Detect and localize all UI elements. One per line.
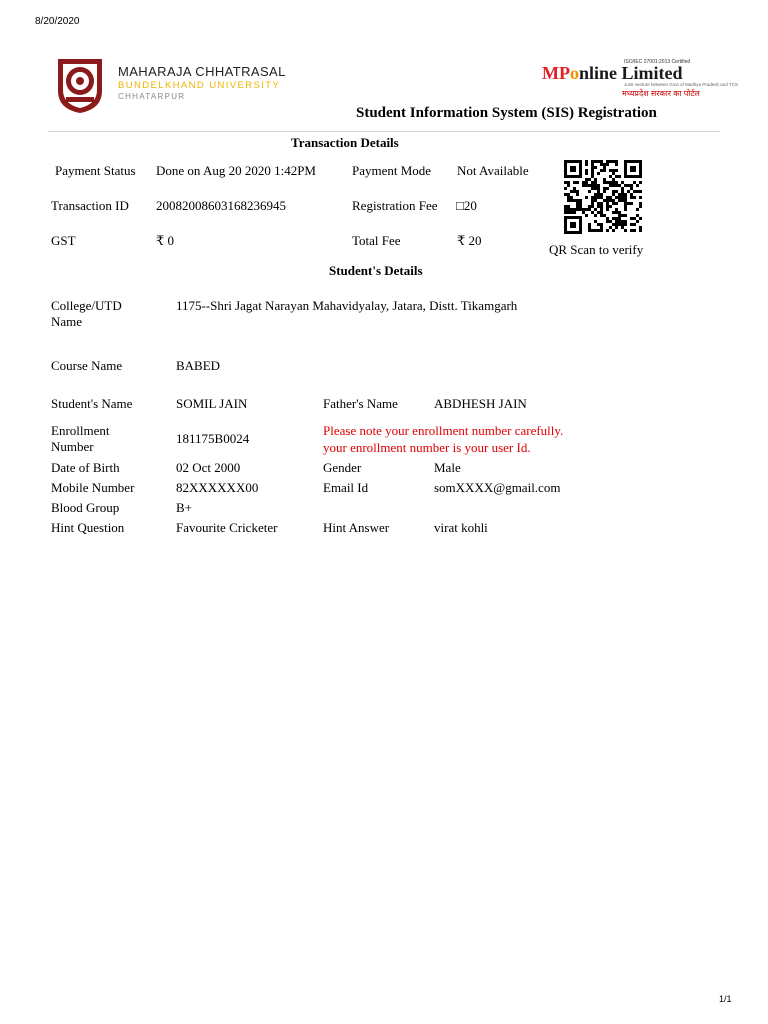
enrollment-value: 181175B0024 bbox=[176, 431, 250, 446]
college-value: 1175--Shri Jagat Narayan Mahavidyalay, Jatara, Distt. Tikamgarh bbox=[176, 298, 518, 313]
total-fee-label: Total Fee bbox=[352, 233, 401, 248]
course-value: BABED bbox=[176, 358, 221, 373]
university-name: MAHARAJA CHHATRASAL bbox=[118, 64, 286, 79]
gender-label: Gender bbox=[323, 460, 362, 475]
registration-fee-value: □20 bbox=[456, 198, 477, 213]
mobile-value: 82XXXXXX00 bbox=[176, 480, 259, 495]
course-label: Course Name bbox=[51, 358, 123, 373]
father-name-value: ABDHESH JAIN bbox=[434, 396, 527, 411]
header-divider bbox=[48, 131, 720, 132]
gst-label: GST bbox=[51, 233, 76, 248]
student-name-label: Student's Name bbox=[51, 396, 133, 411]
mponline-logo: MPonline Limited bbox=[542, 63, 683, 83]
payment-mode-label: Payment Mode bbox=[352, 163, 432, 178]
transaction-id-label: Transaction ID bbox=[51, 198, 129, 213]
gender-value: Male bbox=[434, 460, 461, 475]
college-label: College/UTD Name bbox=[51, 298, 122, 329]
page-number: 1/1 bbox=[719, 994, 732, 1004]
page-title: Student Information System (SIS) Registration bbox=[356, 105, 657, 121]
gst-value: ₹ 0 bbox=[156, 233, 175, 248]
student-name-value: SOMIL JAIN bbox=[176, 396, 248, 411]
mp-tagline: Joint venture between Govt of Madhya Pradesh and TCS bbox=[624, 82, 738, 87]
student-section-title: Student's Details bbox=[329, 263, 423, 278]
mp-hindi-tagline: मध्यप्रदेश सरकार का पोर्टल bbox=[622, 89, 700, 98]
hint-answer-label: Hint Answer bbox=[323, 520, 390, 535]
print-date: 8/20/2020 bbox=[35, 16, 80, 27]
blood-group-value: B+ bbox=[176, 500, 193, 515]
registration-fee-label: Registration Fee bbox=[352, 198, 438, 213]
hint-question-label: Hint Question bbox=[51, 520, 125, 535]
enrollment-label: Enrollment Number bbox=[51, 423, 110, 454]
father-name-label: Father's Name bbox=[323, 396, 398, 411]
email-value: somXXXX@gmail.com bbox=[434, 480, 561, 495]
enrollment-note-2: your enrollment number is your user Id. bbox=[323, 440, 531, 455]
qr-code-icon bbox=[564, 160, 642, 234]
blood-group-label: Blood Group bbox=[51, 500, 120, 515]
transaction-id-value: 20082008603168236945 bbox=[156, 198, 286, 213]
dob-value: 02 Oct 2000 bbox=[176, 460, 241, 475]
payment-status-value: Done on Aug 20 2020 1:42PM bbox=[156, 163, 316, 178]
hint-question-value: Favourite Cricketer bbox=[176, 520, 278, 535]
university-city: CHHATARPUR bbox=[118, 92, 186, 101]
dob-label: Date of Birth bbox=[51, 460, 120, 475]
payment-status-label: Payment Status bbox=[55, 163, 136, 178]
mp-certification: ISO/IEC 27001:2013 Certified bbox=[624, 59, 691, 65]
payment-mode-value: Not Available bbox=[457, 163, 529, 178]
university-emblem-icon bbox=[54, 55, 106, 115]
total-fee-value: ₹ 20 bbox=[457, 233, 482, 248]
university-subtitle: BUNDELKHAND UNIVERSITY bbox=[118, 80, 281, 91]
transaction-section-title: Transaction Details bbox=[291, 135, 399, 150]
email-label: Email Id bbox=[323, 480, 369, 495]
mobile-label: Mobile Number bbox=[51, 480, 135, 495]
hint-answer-value: virat kohli bbox=[434, 520, 488, 535]
qr-caption: QR Scan to verify bbox=[549, 242, 644, 257]
enrollment-note-1: Please note your enrollment number carefully. bbox=[323, 423, 564, 438]
